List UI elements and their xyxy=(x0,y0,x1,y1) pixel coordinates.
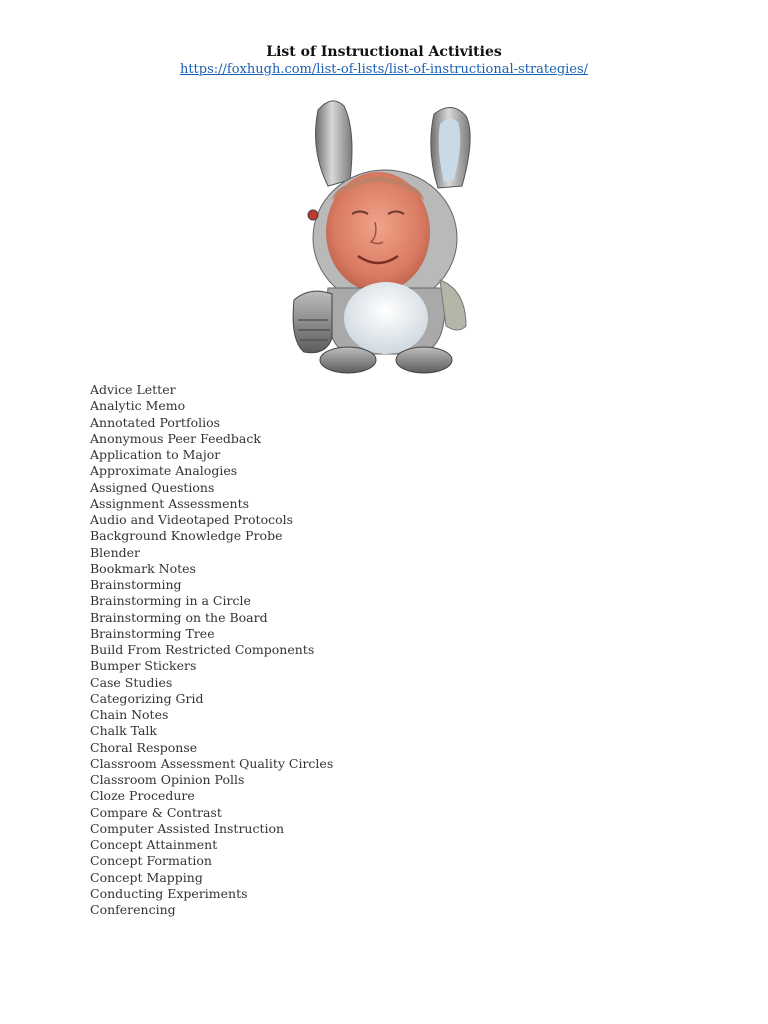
list-item: Classroom Assessment Quality Circles xyxy=(90,755,334,771)
list-item: Background Knowledge Probe xyxy=(90,528,283,544)
list-item: Classroom Opinion Polls xyxy=(90,772,245,787)
bunny-figure-icon xyxy=(270,90,500,380)
list-item: Approximate Analogies xyxy=(90,463,238,479)
list-item: Computer Assisted Instruction xyxy=(90,820,285,836)
list-item: Conducting Experiments xyxy=(90,885,248,901)
list-item: Chalk Talk xyxy=(90,723,158,739)
list-item: Choral Response xyxy=(90,739,198,755)
list-item: Analytic Memo xyxy=(90,398,186,414)
list-item: Case Studies xyxy=(90,674,173,690)
list-item: Advice Letter xyxy=(90,382,176,397)
list-item: Brainstorming on the Board xyxy=(90,609,268,625)
list-item: Build From Restricted Components xyxy=(90,642,315,657)
list-item: Brainstorming Tree xyxy=(90,625,215,641)
activity-list xyxy=(90,382,333,918)
list-item: Categorizing Grid xyxy=(90,690,204,706)
list-item: Concept Formation xyxy=(90,853,212,869)
list-item: Concept Mapping xyxy=(90,869,203,885)
list-item: Audio and Videotaped Protocols xyxy=(90,512,294,527)
list-item: Bookmark Notes xyxy=(90,560,196,576)
list-item: Application to Major xyxy=(90,447,221,462)
list-item: Blender xyxy=(90,544,141,560)
list-item: Chain Notes xyxy=(90,707,169,722)
source-link[interactable]: https://foxhugh.com/list-of-lists/list-of-instructional-strategies/ xyxy=(179,62,589,77)
page-title: List of Instructional Activities xyxy=(266,44,502,60)
list-item: Conferencing xyxy=(90,902,176,917)
list-item: Anonymous Peer Feedback xyxy=(90,430,261,446)
list-item: Bumper Stickers xyxy=(90,658,197,674)
list-item: Assignment Assessments xyxy=(90,495,250,511)
list-item: Cloze Procedure xyxy=(90,788,195,804)
list-item: Assigned Questions xyxy=(90,479,215,495)
list-item: Concept Attainment xyxy=(90,837,218,852)
list-item: Brainstorming in a Circle xyxy=(90,593,251,609)
list-item: Compare & Contrast xyxy=(90,804,222,820)
list-item: Annotated Portfolios xyxy=(90,414,221,430)
list-item: Brainstorming xyxy=(90,577,182,592)
